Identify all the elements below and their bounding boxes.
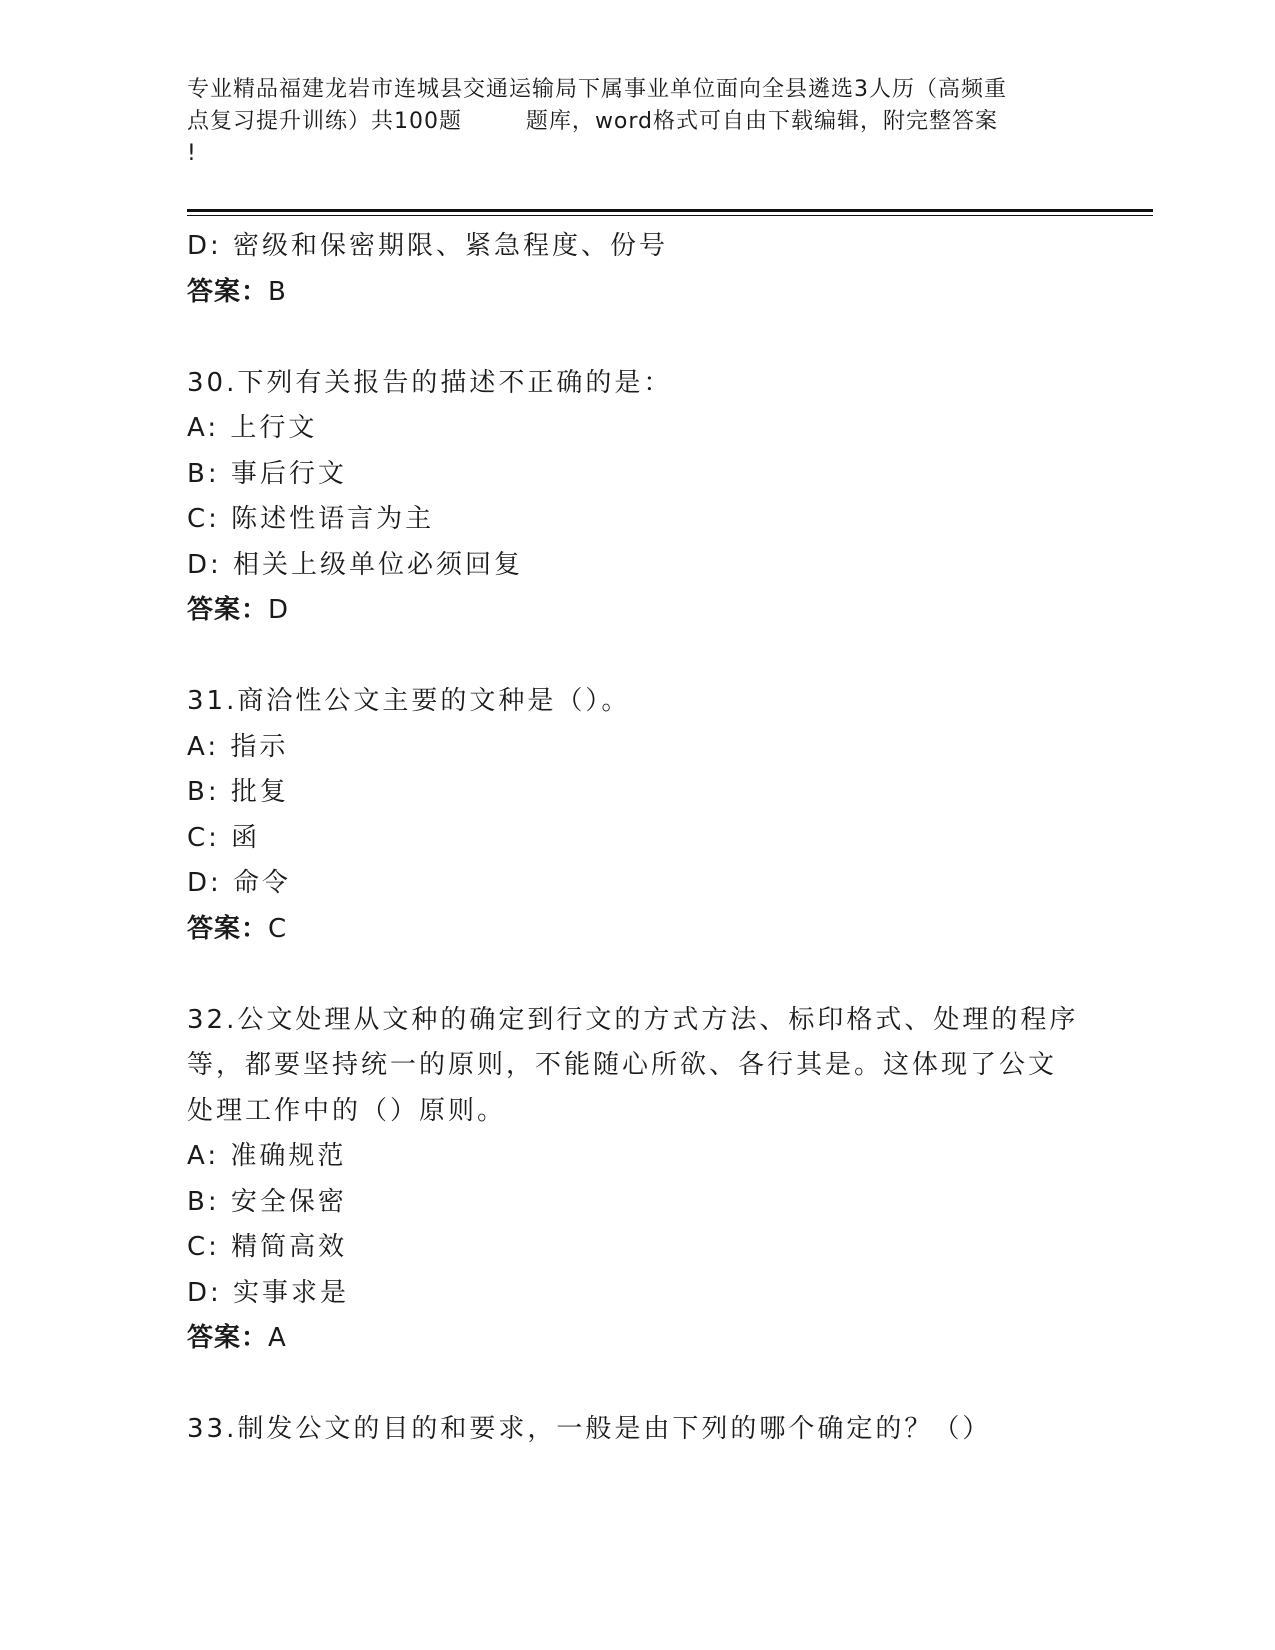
- question-stem-33: 33.制发公文的目的和要求，一般是由下列的哪个确定的？（）: [187, 1414, 992, 1444]
- answer-label: 答案：: [187, 913, 269, 944]
- question-stem-32-line-3: 处理工作中的（）原则。: [187, 1095, 507, 1126]
- header-divider-thin: [187, 215, 1153, 216]
- spacer: [187, 952, 1107, 998]
- answer-label: 答案：: [187, 595, 269, 625]
- option-c-q30: C: 陈述性语言为主: [187, 504, 435, 534]
- answer-value: A: [268, 1323, 287, 1353]
- option-d-q30: D: 相关上级单位必须回复: [187, 549, 524, 580]
- header-line-3: !: [187, 141, 197, 166]
- header-line-2: 点复习提升训练）共100题 题库，word格式可自由下载编辑，附完整答案: [187, 109, 999, 134]
- answer-label: 答案：: [187, 276, 269, 307]
- spacer: [187, 634, 1107, 680]
- option-a-q31: A: 指示: [187, 731, 289, 762]
- option-d-q29: D: 密级和保密期限、紧急程度、份号: [187, 231, 669, 261]
- answer-q32: [187, 1316, 1107, 1362]
- option-d-q32: D: 实事求是: [187, 1277, 350, 1308]
- spacer: [187, 315, 1107, 361]
- answer-value: B: [268, 276, 287, 307]
- option-a-q32: A: 准确规范: [187, 1141, 347, 1171]
- question-stem-32-line-1: 32.公文处理从文种的确定到行文的方式方法、标印格式、处理的程序: [187, 1004, 1079, 1035]
- option-d-q31: D: 命令: [187, 868, 292, 898]
- question-content: [187, 224, 1107, 1453]
- option-b-q32: B: 安全保密: [187, 1186, 347, 1217]
- answer-q29: [187, 270, 1107, 316]
- option-c-q32: C: 精简高效: [187, 1232, 348, 1262]
- question-stem-31: 31.商洽性公文主要的文种是（）。: [187, 686, 631, 716]
- option-b-q31: B: 批复: [187, 777, 289, 807]
- answer-q30: [187, 588, 1107, 634]
- answer-value: C: [268, 913, 288, 944]
- question-stem-32-line-2: 等，都要坚持统一的原则，不能随心所欲、各行其是。这体现了公文: [187, 1050, 1058, 1080]
- option-c-q31: C: 函: [187, 822, 261, 853]
- header-line-1: 专业精品福建龙岩市连城县交通运输局下属事业单位面向全县遴选3人历（高频重: [187, 77, 1007, 102]
- spacer: [187, 1362, 1107, 1408]
- header-divider-thick: [187, 209, 1153, 212]
- answer-value: D: [268, 595, 290, 625]
- answer-label: 答案：: [187, 1323, 269, 1353]
- answer-q31: [187, 907, 1107, 953]
- option-b-q30: B: 事后行文: [187, 458, 347, 489]
- option-a-q30: A: 上行文: [187, 413, 318, 443]
- document-header: [187, 74, 1087, 170]
- question-stem-30: 30.下列有关报告的描述不正确的是：: [187, 367, 673, 398]
